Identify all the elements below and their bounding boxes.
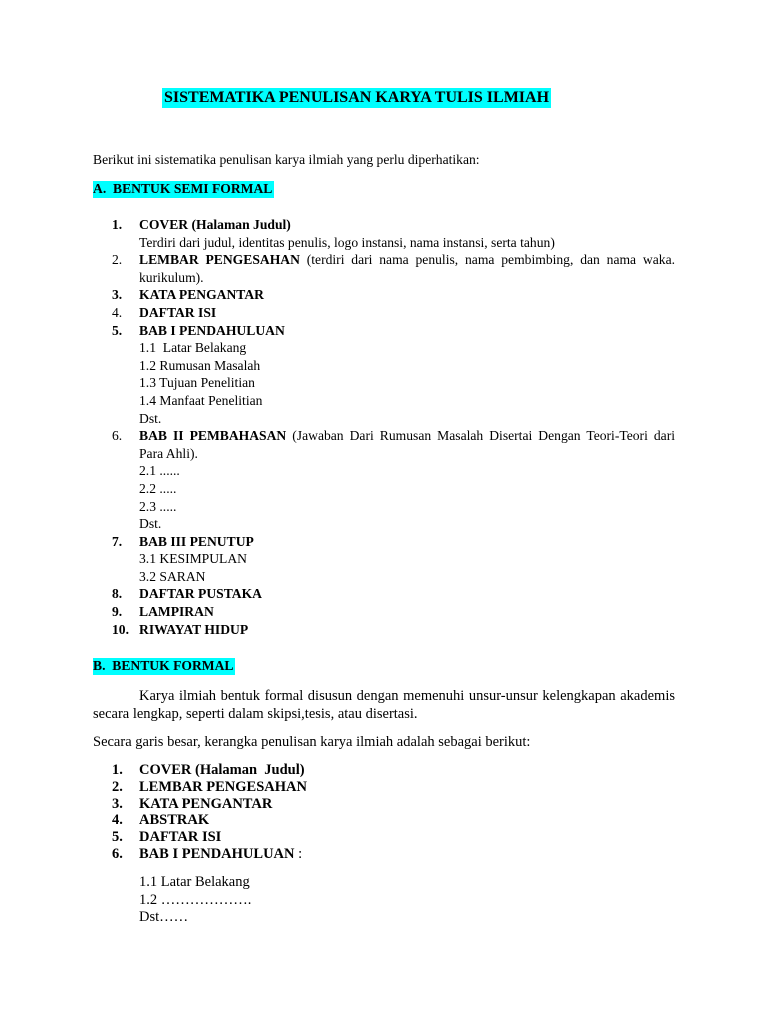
item-title: COVER (Halaman Judul) (139, 217, 291, 232)
item-title: COVER (Halaman Judul) (139, 762, 305, 778)
list-item (112, 779, 675, 796)
item-number: 2. (112, 778, 123, 795)
item-title: BAB I PENDAHULUAN (139, 845, 295, 862)
item-title: KATA PENGANTAR (139, 795, 273, 812)
intro-text: Berikut ini sistematika penulisan karya ilmiah yang perlu diperhatikan: (93, 152, 480, 167)
item-title: LEMBAR PENGESAHAN (139, 252, 300, 268)
section-a-list (112, 216, 675, 638)
item-subline: 1.1 Latar Belakang (139, 874, 250, 890)
item-number: 5. (112, 322, 123, 338)
section-b-paragraph-2: Secara garis besar, kerangka penulisan karya ilmiah adalah sebagai berikut: (93, 734, 531, 750)
section-a-heading: A. BENTUK SEMI FORMAL (93, 181, 273, 196)
list-item (112, 621, 675, 639)
item-subline: 1.3 Tujuan Penelitian (139, 375, 255, 391)
list-item (112, 812, 675, 829)
item-number: 8. (112, 586, 123, 602)
item-title: ABSTRAK (139, 812, 210, 829)
item-title: DAFTAR ISI (139, 304, 217, 320)
item-subline: 1.2 ………………. (139, 891, 252, 908)
item-description: (Jawaban Dari Rumusan Masalah Disertai Dengan Teori-Teori dari Para Ahli). (139, 428, 675, 461)
item-subline: 1.2 Rumusan Masalah (139, 357, 261, 373)
item-title: DAFTAR PUSTAKA (139, 586, 262, 602)
item-title: LAMPIRAN (139, 604, 214, 620)
item-number: 4. (112, 304, 123, 320)
list-item (112, 251, 675, 286)
list-item (112, 829, 675, 846)
item-number: 6. (112, 845, 123, 862)
document-title: SISTEMATIKA PENULISAN KARYA TULIS ILMIAH (164, 89, 550, 106)
item-number: 1. (112, 762, 123, 778)
item-subline: Dst…… (139, 909, 189, 926)
list-item (112, 322, 675, 428)
section-b-list (112, 762, 675, 863)
item-number: 3. (112, 287, 123, 303)
item-subline: 1.1 Latar Belakang (139, 340, 247, 356)
item-title: LEMBAR PENGESAHAN (139, 778, 307, 795)
item-subline: 2.1 ...... (139, 463, 180, 479)
item-number: 6. (112, 428, 123, 444)
item-description: (terdiri dari nama penulis, nama pembimbing, dan nama waka. kurikulum). (139, 252, 675, 285)
item-subline: Terdiri dari judul, identitas penulis, logo instansi, nama instansi, serta tahun) (139, 234, 555, 250)
list-item (112, 216, 675, 251)
item-title: BAB I PENDAHULUAN (139, 322, 285, 338)
list-item (112, 286, 675, 304)
list-item (112, 304, 675, 322)
item-subline: 2.2 ..... (139, 480, 177, 496)
list-item (112, 603, 675, 621)
item-number: 1. (112, 217, 123, 232)
item-number: 10. (112, 621, 129, 637)
list-item (112, 796, 675, 813)
item-subline: 1.4 Manfaat Penelitian (139, 392, 263, 408)
section-b-heading: B. BENTUK FORMAL (93, 658, 234, 673)
item-number: 7. (112, 533, 123, 549)
list-item (112, 427, 675, 533)
item-title: BAB III PENUTUP (139, 533, 254, 549)
item-title: BAB II PEMBAHASAN (139, 428, 287, 444)
list-item (112, 762, 675, 779)
item-subline: 3.2 SARAN (139, 568, 206, 584)
item-title: KATA PENGANTAR (139, 287, 264, 303)
item-number: 9. (112, 604, 123, 620)
item-number: 3. (112, 795, 123, 812)
item-subline: 3.1 KESIMPULAN (139, 551, 247, 567)
list-item (112, 846, 675, 863)
section-b-paragraph: Karya ilmiah bentuk formal disusun dengan memenuhi unsur-unsur kelengkapan akademis secara lengkap, seperti dalam skipsi,tesis, atau disertasi. (93, 688, 675, 722)
item-title: RIWAYAT HIDUP (139, 621, 249, 637)
item-number: 4. (112, 812, 123, 829)
item-subline: Dst. (139, 516, 162, 532)
item-title: DAFTAR ISI (139, 829, 222, 846)
item-number: 2. (112, 252, 123, 268)
item-description: : (294, 845, 303, 862)
section-b-sublist (139, 874, 251, 927)
item-number: 5. (112, 829, 123, 846)
list-item (112, 585, 675, 603)
list-item (112, 533, 675, 586)
item-subline: 2.3 ..... (139, 498, 177, 514)
item-subline: Dst. (139, 410, 162, 426)
